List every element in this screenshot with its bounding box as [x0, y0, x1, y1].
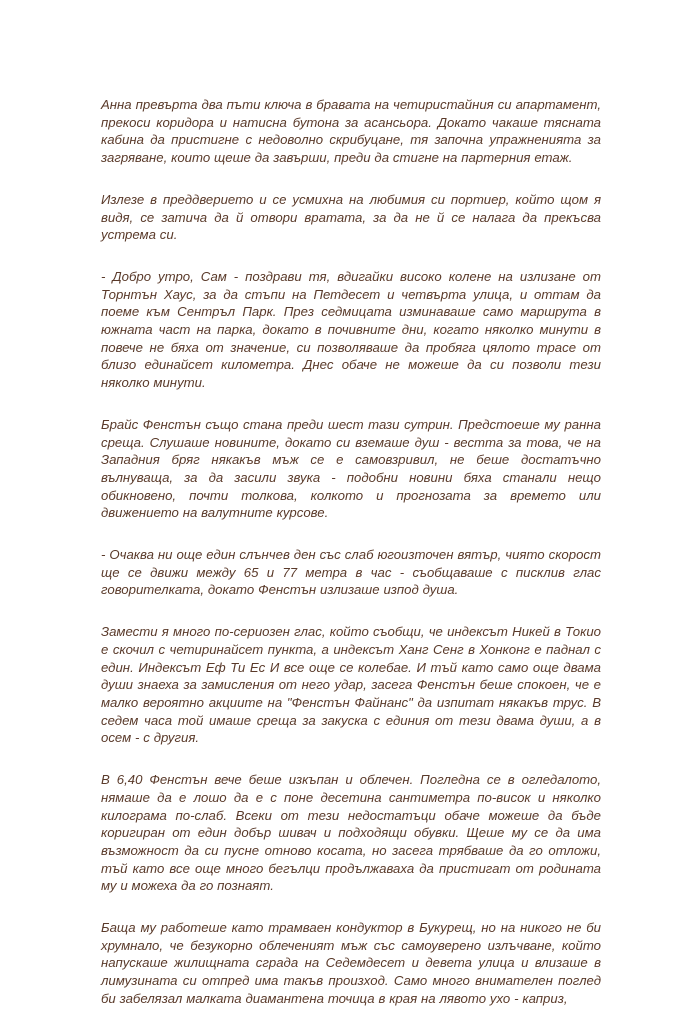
paragraph-7: В 6,40 Фенстън вече беше изкъпан и облечен. Погледна се в огледалото, нямаше да е лошо да е с поне десетина сантиметра по-висок и няколко килограма по-слаб. Всеки от тези недостатъци обаче можеше да бъде коригиран от един добър шивач и подходящи обувки. Щеше му се да има възможност да си пусне отново косата, но засега трябваше да го отложи, тъй като все още много бегълци продължаваха да пристигат от родината му и можеха да го познаят. [101, 772, 601, 894]
document-page [101, 96, 601, 1032]
paragraph-8: Баща му работеше като трамваен кондуктор в Букурещ, но на никого не би хрумнало, че безукорно облеченият мъж със самоуверено излъчване, който напускаше жилищната сграда на Седемдесет и девета улица и влизаше в лимузината си отпред има такъв произход. Само много внимателен поглед би забелязал малката диамантена точица в края на лявото ухо - каприз, [101, 920, 601, 1006]
paragraph-4: Брайс Фенстън също стана преди шест тази сутрин. Предстоеше му ранна среща. Слушаше новините, докато си вземаше душ - вестта за това, че на Западния бряг някакъв мъж се е самовзривил, не беше достатъчно вълнуваща, за да засили звука - подобни новини бяха станали нещо обикновено, почти толкова, колкото и прогнозата за времето или движението на валутните курсове. [101, 416, 601, 521]
paragraph-5: - Очаква ни още един слънчев ден със слаб югоизточен вятър, чиято скорост ще се движи между 65 и 77 метра в час - съобщаваше с писклив глас говорителката, докато Фенстън излизаше изпод душа. [101, 547, 601, 598]
paragraph-3: - Добро утро, Сам - поздрави тя, вдигайки високо колене на излизане от Торнтън Хаус, за да стъпи на Петдесет и четвърта улица, и оттам да поеме към Сентръл Парк. През седмицата изминаваше само маршрута в южната част на парка, докато в почивните дни, когато няколко минути в повече не бяха от значение, си позволяваше да пробяга цялото трасе от близо единайсет километра. Днес обаче не можеше да си позволи тези няколко минути. [101, 268, 601, 391]
paragraph-6: Замести я много по-сериозен глас, който съобщи, че индексът Никей в Токио е скочил с четиринайсет пункта, а индексът Ханг Сенг в Хонконг е паднал с един. Индексът Еф Ти Ес И все още се колебае. И тъй като само още двама души знаеха за замисления от него удар, засега Фенстън беше спокоен, че е малко вероятно акциите на "Фенстън Файнанс" да изпитат някакъв трус. В седем часа той имаше среща за закуска с единия от тези двама души, а в осем - с другия. [101, 624, 601, 746]
paragraph-2: Излезе в преддверието и се усмихна на любимия си портиер, който щом я видя, се затича да й отвори вратата, за да не й се налага да прекъсва устрема си. [101, 191, 601, 243]
paragraph-1: Анна превърта два пъти ключа в бравата на четиристайния си апартамент, прекоси коридора и натисна бутона за асансьора. Докато чакаше тясната кабина да пристигне с недоволно скрибуцане, тя започна упражненията за загряване, които щеше да завърши, преди да стигне на партерния етаж. [101, 97, 601, 166]
